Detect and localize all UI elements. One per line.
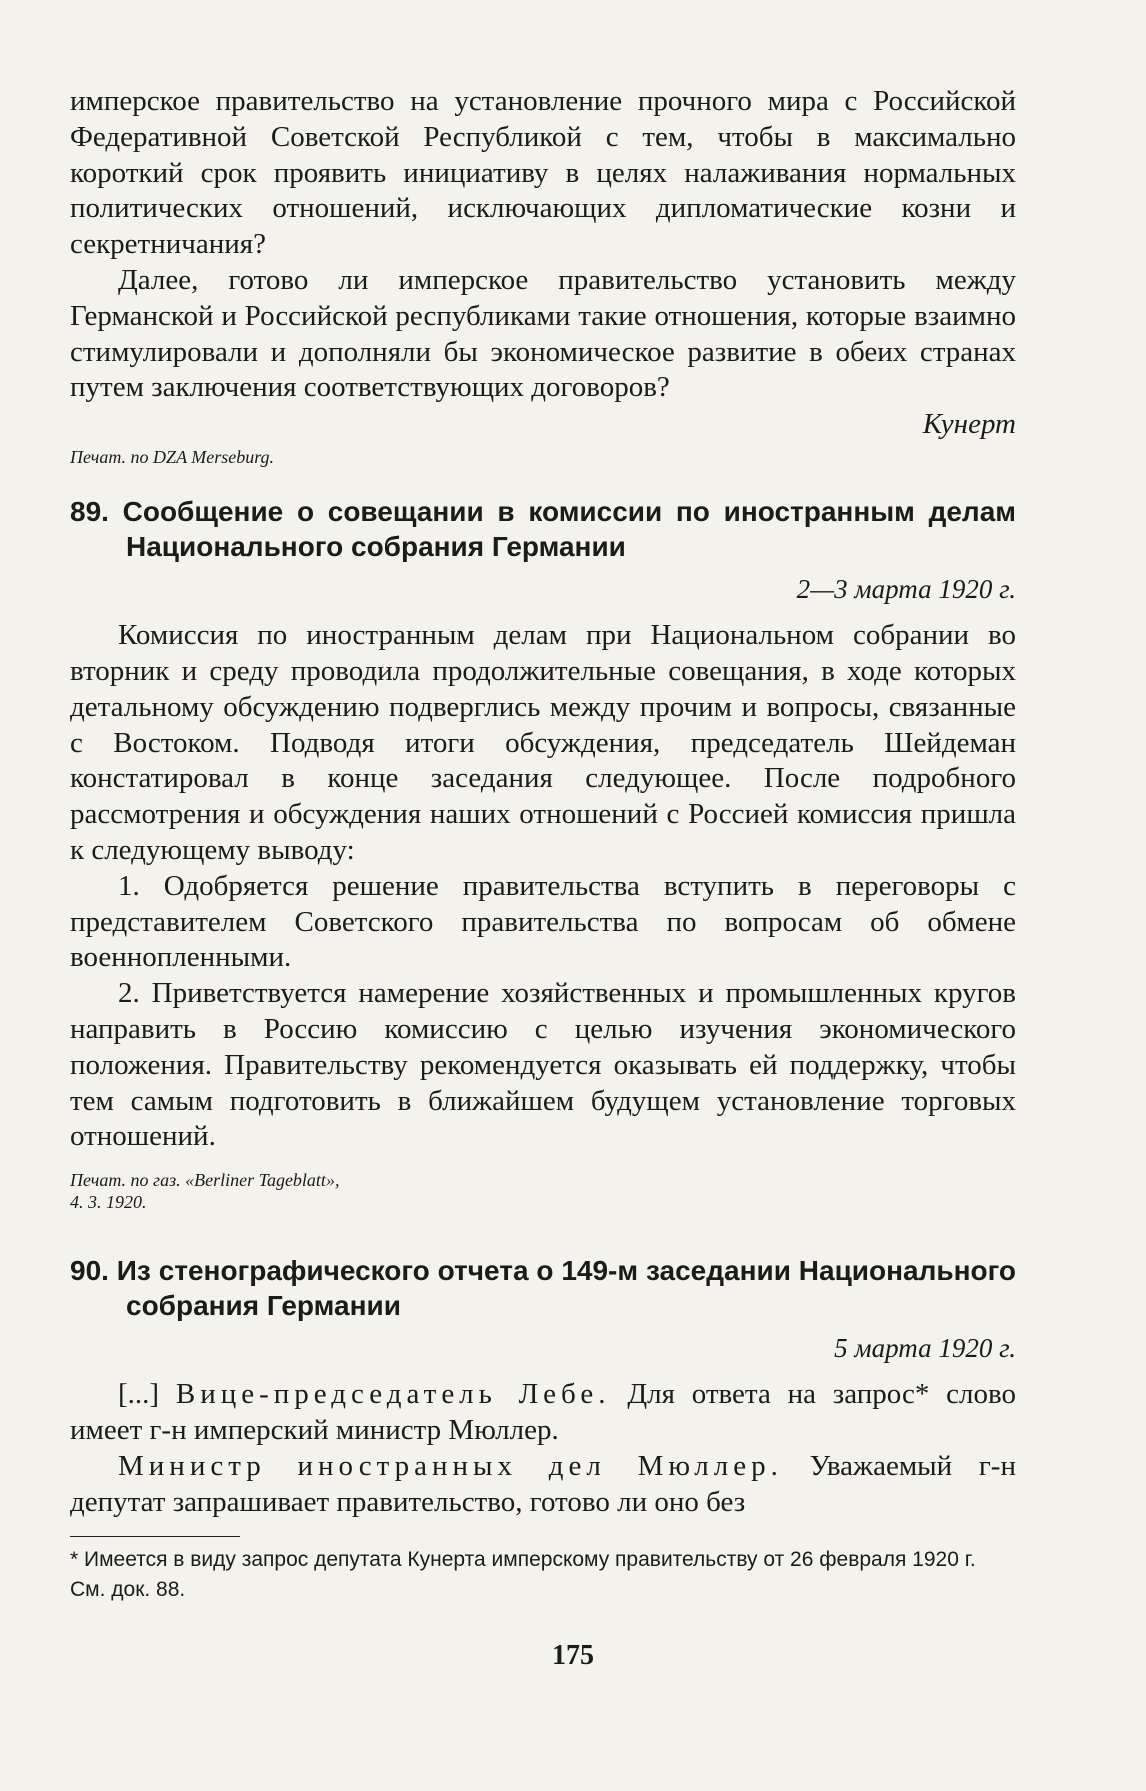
doc90-heading: 90. Из стенографического отчета о 149-м заседании Национального собрания Германии bbox=[70, 1255, 1016, 1322]
doc89-item-1: 1. Одобряется решение правительства вступить в переговоры с представителем Советского правительства по вопросам об обмене военнопленными. bbox=[70, 869, 1016, 974]
doc88-paragraph-1: имперское правительство на установление прочного мира с Российской Федеративной Советской Республикой с тем, чтобы в максимально короткий срок проявить инициативу в целях налаживания нормальных политических отношений, исключающих дипломатические козни и секретничания? bbox=[70, 85, 1016, 261]
doc90-paragraph-2 bbox=[70, 1449, 1016, 1521]
doc89-date: 2—3 марта 1920 г. bbox=[796, 574, 1016, 605]
doc90-paragraph-1-text: Для ответа на запрос* слово имеет г-н имперский министр Мюллер. bbox=[70, 1378, 1017, 1446]
footnote-divider bbox=[70, 1536, 240, 1537]
doc89-source-line-1: Печат. по газ. «Berliner Tageblatt», bbox=[70, 1170, 340, 1191]
doc90-paragraph-2-text: Уважаемый г-н депутат запрашивает правительство, готово ли оно без bbox=[70, 1449, 1016, 1518]
doc90-speaker-1: Вице-председатель Лебе. bbox=[175, 1378, 611, 1411]
doc88-source: Печат. по DZA Merseburg. bbox=[70, 447, 275, 468]
doc90-date: 5 марта 1920 г. bbox=[834, 1333, 1016, 1364]
doc89-item-2: 2. Приветствуется намерение хозяйственных и промышленных кругов направить в Россию комиссию с целью изучения экономического положения. Правительству рекомендуется оказывать ей поддержку, чтобы тем самым подготовить в ближайшем будущем установление торговых отношений. bbox=[70, 977, 1016, 1153]
doc89-heading: 89. Сообщение о совещании в комиссии по иностранным делам Национального собрания Германии bbox=[70, 496, 1016, 563]
document-page bbox=[70, 84, 1016, 1605]
footnote: * Имеется в виду запрос депутата Кунерта имперскому правительству от 26 февраля 1920 г. См. док. 88. bbox=[70, 1548, 976, 1602]
doc90-paragraph-1-prefix: [...] bbox=[118, 1378, 176, 1411]
page-number: 175 bbox=[552, 1640, 594, 1671]
doc90-speaker-2: Министр иностранных дел Мюллер. bbox=[118, 1449, 783, 1482]
doc88-paragraph-2: Далее, готово ли имперское правительство установить между Германской и Российской республиками такие отношения, которые взаимно стимулировали и дополняли бы экономическое развитие в обеих странах путем заключения соответствующих договоров? bbox=[70, 263, 1016, 404]
doc90-paragraph-1 bbox=[70, 1377, 1016, 1449]
doc89-source bbox=[70, 1169, 1016, 1213]
doc89-source-line-2: 4. 3. 1920. bbox=[70, 1192, 147, 1213]
doc88-signature: Кунерт bbox=[922, 408, 1016, 441]
doc89-paragraph-1: Комиссия по иностранным делам при Национальном собрании во вторник и среду проводила продолжительные совещания, в ходе которых детальному обсуждению подверглись между прочим и вопросы, связанные с Востоком. Подводя итоги обсуждения, председатель Шейдеман констатировал в конце заседания следующее. После подробного рассмотрения и обсуждения наших отношений с Россией комиссия пришла к следующему выводу: bbox=[70, 619, 1016, 866]
